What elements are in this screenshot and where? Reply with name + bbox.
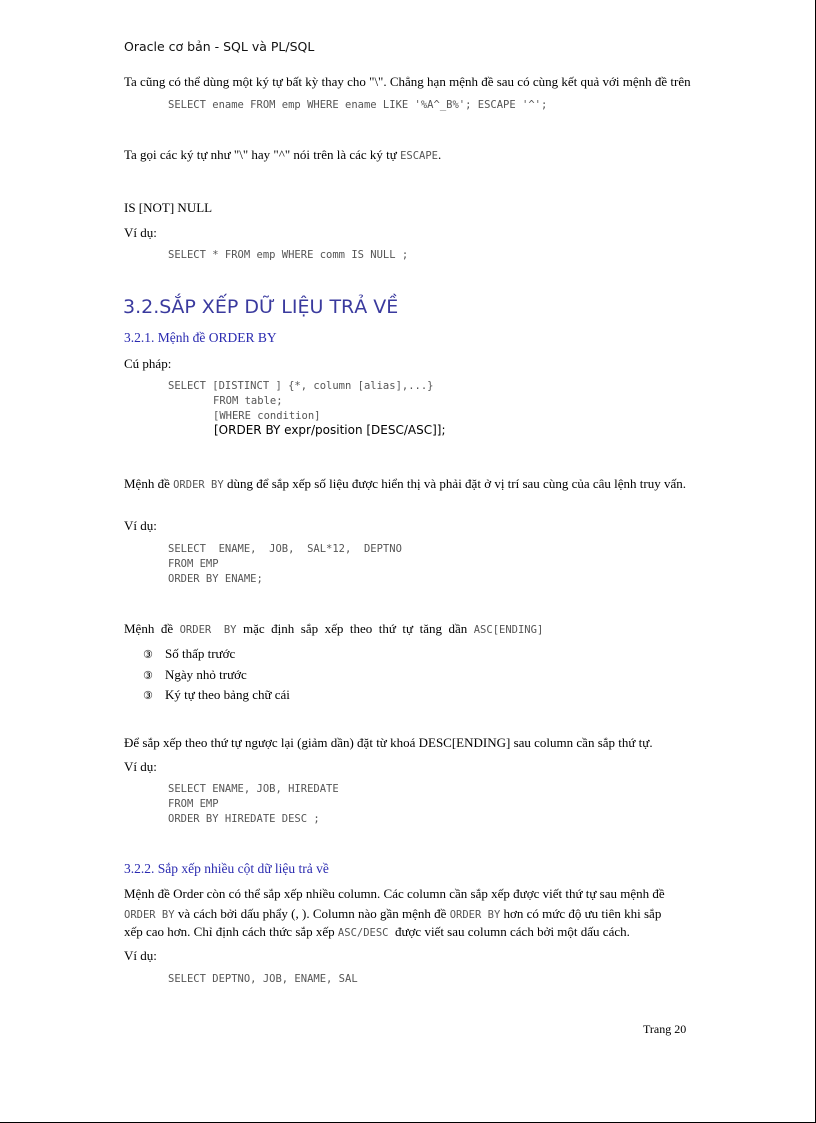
line2-code-2: ORDER BY	[449, 909, 501, 921]
example-code-3: SELECT DEPTNO, JOB, ENAME, SAL	[168, 973, 358, 985]
bullet-text: Ngày nhỏ trước	[165, 667, 247, 682]
example-code-2-line-3: ORDER BY HIREDATE DESC ;	[168, 813, 320, 825]
orderby-desc-code: ORDER BY	[173, 479, 224, 491]
bullet-item	[143, 667, 247, 683]
escape-code: SELECT ename FROM emp WHERE ename LIKE '%A^_B%'; ESCAPE '^';	[168, 99, 548, 111]
bullet-text: Ký tự theo bảng chữ cái	[165, 687, 290, 702]
bullet-marker: ③	[143, 648, 153, 661]
bullet-item	[143, 646, 235, 662]
null-example-label: Ví dụ:	[124, 225, 157, 240]
example-code-1-line-1: SELECT ENAME, JOB, SAL*12, DEPTNO	[168, 543, 402, 555]
bullet-text: Số thấp trước	[165, 646, 236, 661]
subsection-2-heading: 3.2.2. Sắp xếp nhiều cột dữ liệu trả về	[124, 861, 329, 876]
null-title: IS [NOT] NULL	[124, 200, 213, 215]
orderby-description	[124, 475, 707, 494]
bullet-marker: ③	[143, 689, 153, 702]
bullet-item	[143, 687, 290, 703]
section-heading: 3.2.SẮP XẾP DỮ LIỆU TRẢ VỀ	[123, 296, 399, 318]
default-code: ORDER BY	[179, 624, 237, 636]
bullet-marker: ③	[143, 669, 153, 682]
syntax-label: Cú pháp:	[124, 356, 172, 371]
example-code-2-line-2: FROM EMP	[168, 798, 219, 810]
line2-mid: và cách bởi dấu phẩy (, ). Column nào gần mệnh đề	[174, 906, 450, 921]
null-code: SELECT * FROM emp WHERE comm IS NULL ;	[168, 249, 409, 261]
escape-note	[124, 146, 441, 165]
example-label-1: Ví dụ:	[124, 518, 157, 533]
default-prefix: Mệnh đề	[124, 621, 180, 636]
default-code-2: ASC[ENDING]	[473, 624, 544, 636]
syntax-line-3: [WHERE condition]	[213, 410, 321, 422]
line2-code-1: ORDER BY	[124, 909, 175, 921]
escape-intro: Ta cũng có thể dùng một ký tự bất kỳ thay cho "\". Chẳng hạn mệnh đề sau có cùng kết quả với mệnh đề trên	[124, 74, 691, 89]
multi-sort-line-3	[124, 923, 630, 942]
multi-sort-line-1: Mệnh đề Order còn có thể sắp xếp nhiều column. Các column cần sắp xếp được viết thứ tự sau mệnh đề	[124, 886, 665, 901]
header-title: Oracle cơ bản - SQL và PL/SQL	[124, 39, 315, 54]
escape-note-code: ESCAPE	[400, 150, 438, 162]
syntax-line-4: [ORDER BY expr/position [DESC/ASC]];	[214, 423, 446, 437]
escape-note-suffix: .	[438, 147, 442, 162]
orderby-desc-suffix: dùng để sắp xếp số liệu được hiển thị và phải đặt ở vị trí sau cùng của câu lệnh truy vấn.	[223, 476, 686, 491]
default-sort-text	[124, 620, 543, 639]
subsection-1-heading: 3.2.1. Mệnh đề ORDER BY	[124, 330, 277, 345]
escape-note-prefix: Ta gọi các ký tự như "\" hay "^" nói trên là các ký tự	[124, 147, 401, 162]
syntax-line-1: SELECT [DISTINCT ] {*, column [alias],...}	[168, 380, 434, 392]
page-number: Trang 20	[643, 1022, 687, 1036]
desc-sort-text: Để sắp xếp theo thứ tự ngược lại (giảm dần) đặt từ khoá DESC[ENDING] sau column cần sắp thứ tự.	[124, 735, 653, 750]
syntax-line-2: FROM table;	[213, 395, 283, 407]
orderby-desc-prefix: Mệnh đề	[124, 476, 174, 491]
example-label-3: Ví dụ:	[124, 948, 157, 963]
line3-suffix: được viết sau column cách bởi một dấu cách.	[388, 924, 630, 939]
line3-prefix: xếp cao hơn. Chỉ định cách thức sắp xếp	[124, 924, 338, 939]
example-code-1-line-3: ORDER BY ENAME;	[168, 573, 263, 585]
line2-suffix: hơn có mức độ ưu tiên khi sắp	[500, 906, 662, 921]
example-label-2: Ví dụ:	[124, 759, 157, 774]
line3-code: ASC/DESC	[337, 927, 389, 939]
example-code-1-line-2: FROM EMP	[168, 558, 219, 570]
multi-sort-line-2	[124, 905, 661, 924]
default-mid: mặc định sắp xếp theo thứ tự tăng dần	[236, 621, 474, 636]
example-code-2-line-1: SELECT ENAME, JOB, HIREDATE	[168, 783, 339, 795]
